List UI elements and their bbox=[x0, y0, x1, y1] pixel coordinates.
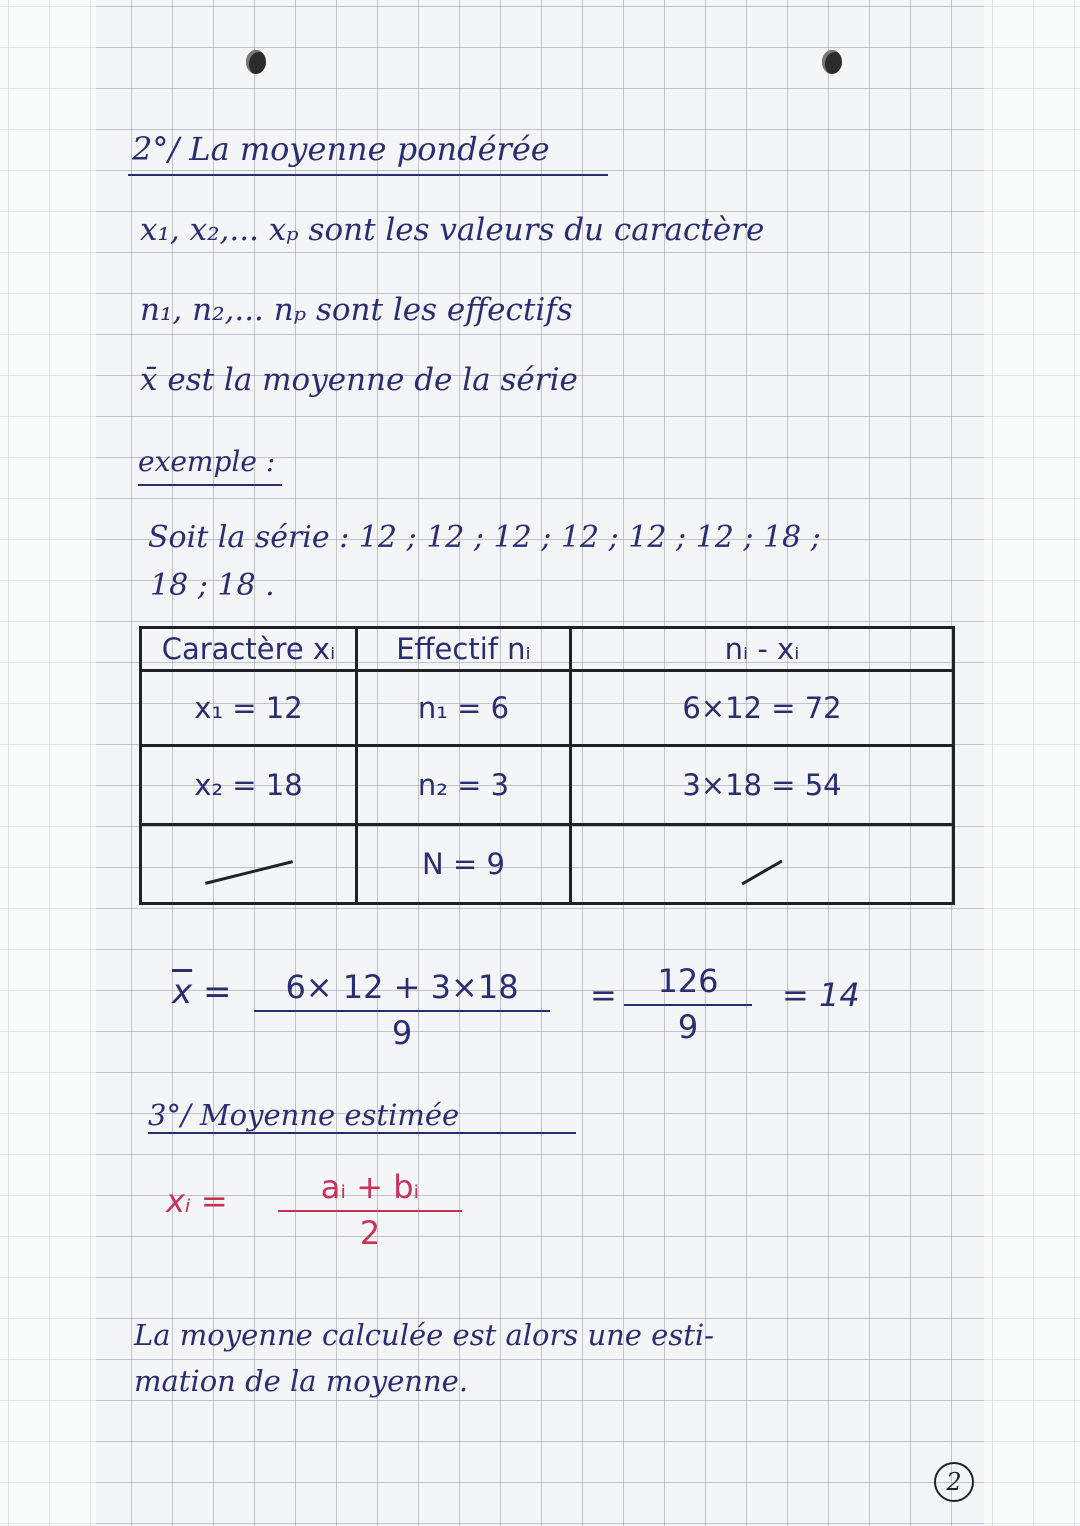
frequency-table bbox=[139, 626, 955, 905]
right-margin bbox=[984, 0, 1080, 1526]
cell-n1: n₁ = 6 bbox=[357, 671, 571, 746]
definition-effectifs: n₁, n₂,... nₚ sont les effectifs bbox=[140, 292, 573, 328]
cell-empty-slash bbox=[571, 825, 954, 904]
eq-sign: = bbox=[202, 972, 232, 1012]
cell-n2: n₂ = 3 bbox=[357, 746, 571, 825]
mean-denominator: 9 bbox=[254, 1010, 550, 1052]
page-number: 2 bbox=[934, 1462, 974, 1502]
mean-numerator: 6× 12 + 3×18 bbox=[285, 968, 519, 1006]
table-row bbox=[141, 825, 954, 904]
binder-hole-left bbox=[246, 50, 266, 74]
mean-symbol bbox=[172, 972, 231, 1012]
example-label: exemple : bbox=[138, 445, 276, 478]
cell-product-1: 6×12 = 72 bbox=[571, 671, 954, 746]
section-3-underline bbox=[148, 1132, 576, 1134]
xbar-symbol: $\overline{x}$ bbox=[172, 972, 193, 1012]
mean-result: = 14 bbox=[782, 976, 860, 1014]
series-line-2: 18 ; 18 . bbox=[150, 568, 275, 603]
cell-total: N = 9 bbox=[357, 825, 571, 904]
conclusion-line-1: La moyenne calculée est alors une esti- bbox=[134, 1318, 714, 1352]
cell-x2: x₂ = 18 bbox=[141, 746, 357, 825]
result-numerator: 126 bbox=[657, 962, 719, 1000]
header-caractere: Caractère xᵢ bbox=[141, 628, 357, 671]
cell-x1: x₁ = 12 bbox=[141, 671, 357, 746]
conclusion-line-2: mation de la moyenne. bbox=[134, 1364, 469, 1398]
formula-numerator: aᵢ + bᵢ bbox=[320, 1168, 420, 1206]
cell-product-2: 3×18 = 54 bbox=[571, 746, 954, 825]
series-line-1: Soit la série : 12 ; 12 ; 12 ; 12 ; 12 ; 12 ; 18 ; bbox=[148, 520, 821, 555]
midpoint-formula bbox=[278, 1168, 462, 1252]
cell-empty-slash bbox=[141, 825, 357, 904]
definition-mean: x̄ est la moyenne de la série bbox=[140, 362, 578, 398]
result-denominator: 9 bbox=[624, 1004, 752, 1046]
mean-fraction bbox=[254, 968, 550, 1052]
section-title: 2°/ La moyenne pondérée bbox=[132, 130, 550, 168]
strike-mark bbox=[204, 860, 292, 885]
title-underline bbox=[128, 174, 608, 176]
binder-hole-right bbox=[822, 50, 842, 74]
formula-denominator: 2 bbox=[278, 1210, 462, 1252]
table-row bbox=[141, 746, 954, 825]
header-product: nᵢ - xᵢ bbox=[571, 628, 954, 671]
eq-sign-2: = bbox=[590, 976, 617, 1014]
definition-values: x₁, x₂,... xₚ sont les valeurs du caractère bbox=[140, 212, 765, 248]
example-underline bbox=[138, 484, 282, 486]
table-header-row bbox=[141, 628, 954, 671]
formula-left: xᵢ = bbox=[166, 1182, 228, 1220]
strike-mark bbox=[741, 860, 782, 886]
result-fraction bbox=[624, 962, 752, 1046]
left-margin bbox=[0, 0, 96, 1526]
section-3-title: 3°/ Moyenne estimée bbox=[148, 1098, 460, 1132]
table-row bbox=[141, 671, 954, 746]
header-effectif: Effectif nᵢ bbox=[357, 628, 571, 671]
